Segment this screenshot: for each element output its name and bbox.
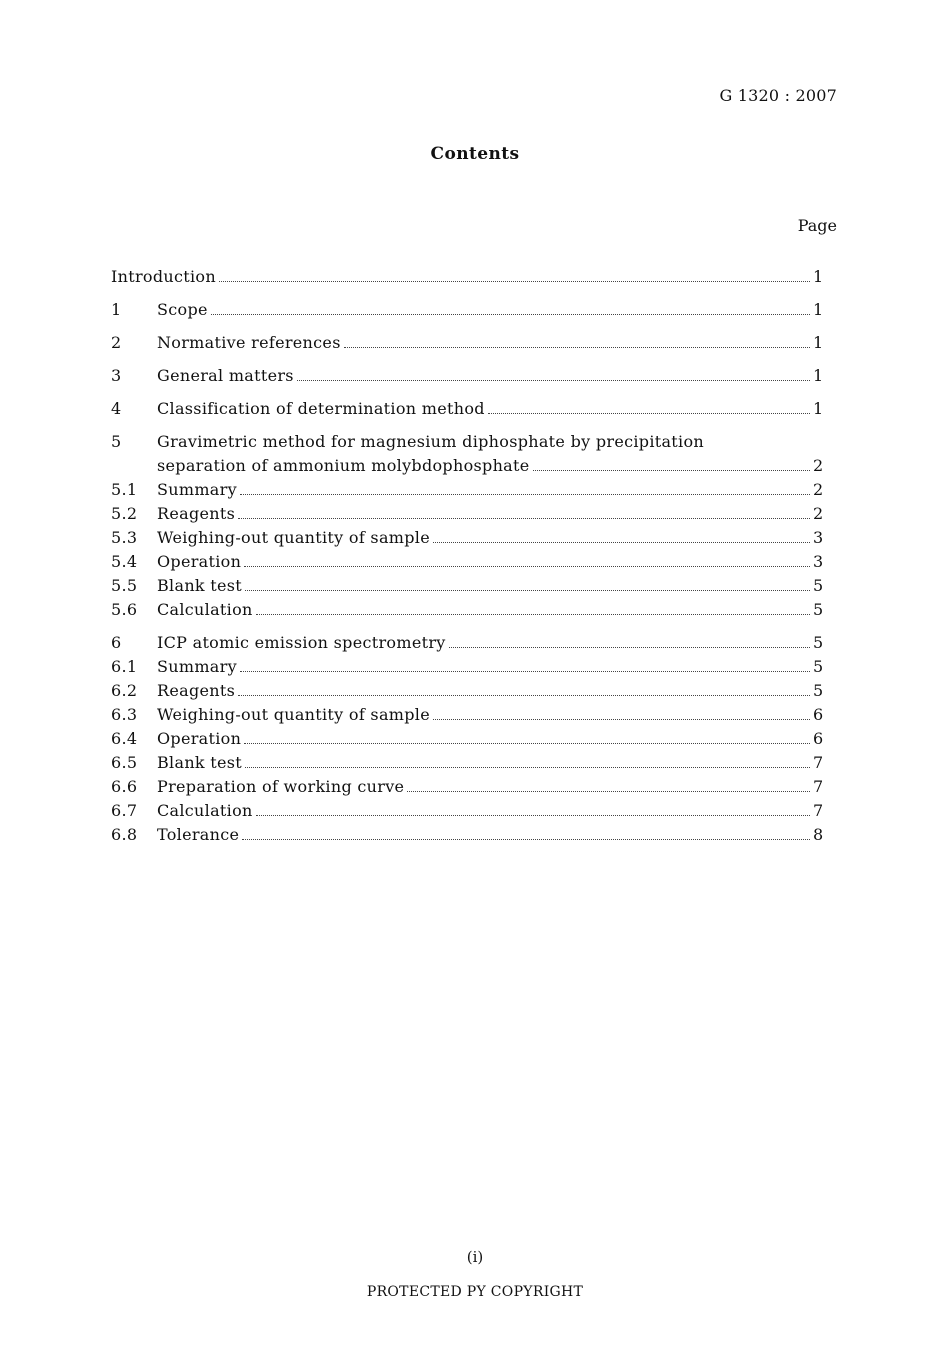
toc-entry-6-7[interactable]	[111, 799, 823, 823]
dot-leader	[533, 470, 810, 471]
toc-entry-2[interactable]	[111, 331, 823, 355]
toc-entry-page: 2	[813, 504, 824, 523]
toc-entry-number: 5.2	[111, 504, 138, 523]
dot-leader	[245, 767, 810, 768]
toc-entry-introduction[interactable]	[111, 265, 823, 289]
toc-entry-page: 2	[813, 480, 824, 499]
toc-entry-page: 1	[813, 333, 824, 352]
toc-entry-label: Classification of determination method	[157, 399, 485, 418]
toc-entry-6-1[interactable]	[111, 655, 823, 679]
dot-leader	[256, 815, 810, 816]
toc-entry-label: Blank test	[157, 753, 243, 772]
toc-entry-page: 7	[813, 777, 824, 796]
toc-entry-6-3[interactable]	[111, 703, 823, 727]
toc-entry-5-4[interactable]	[111, 550, 823, 574]
toc-entry-5-5[interactable]	[111, 574, 823, 598]
toc-entry-number: 6	[111, 633, 122, 652]
dot-leader	[211, 314, 810, 315]
toc-entry-6-8[interactable]	[111, 823, 823, 847]
copyright-notice: PROTECTED PY COPYRIGHT	[366, 1284, 584, 1300]
dot-leader	[433, 719, 810, 720]
toc-entry-label: Calculation	[157, 600, 253, 619]
toc-entry-1[interactable]	[111, 298, 823, 322]
toc-entry-label: Weighing-out quantity of sample	[157, 528, 430, 547]
dot-leader	[244, 566, 810, 567]
toc-entry-label: Operation	[157, 552, 242, 571]
toc-entry-label: Tolerance	[157, 825, 240, 844]
toc-entry-4[interactable]	[111, 397, 823, 421]
toc-entry-page: 5	[813, 576, 824, 595]
toc-entry-page: 5	[813, 633, 824, 652]
toc-entry-number: 3	[111, 366, 122, 385]
toc-entry-page: 3	[813, 552, 824, 571]
toc-entry-number: 5.1	[111, 480, 138, 499]
toc-entry-label: Blank test	[157, 576, 243, 595]
dot-leader	[245, 590, 810, 591]
toc-entry-label: Scope	[157, 300, 208, 319]
toc-entry-number: 5.6	[111, 600, 138, 619]
toc-entry-page: 3	[813, 528, 824, 547]
toc-entry-5-2[interactable]	[111, 502, 823, 526]
toc-entry-page: 7	[813, 801, 824, 820]
toc-entry-label: Reagents	[157, 504, 236, 523]
toc-entry-label: Preparation of working curve	[157, 777, 405, 796]
toc-entry-label: Calculation	[157, 801, 253, 820]
toc-entry-label: Introduction	[111, 267, 216, 286]
toc-entry-6-5[interactable]	[111, 751, 823, 775]
toc-entry-label-line2: separation of ammonium molybdophosphate	[157, 456, 530, 475]
toc-entry-page: 1	[813, 399, 824, 418]
page-title: Contents	[430, 144, 520, 164]
toc-entry-6-4[interactable]	[111, 727, 823, 751]
dot-leader	[219, 281, 810, 282]
toc-entry-number: 6.2	[111, 681, 138, 700]
toc-entry-page: 5	[813, 681, 824, 700]
document-id: G 1320 : 2007	[719, 86, 837, 105]
toc-entry-page: 1	[813, 267, 824, 286]
toc-entry-5[interactable]	[111, 430, 823, 478]
toc-entry-page: 1	[813, 366, 824, 385]
dot-leader	[240, 494, 810, 495]
toc-entry-page: 1	[813, 300, 824, 319]
toc-entry-label: Normative references	[157, 333, 341, 352]
toc-entry-3[interactable]	[111, 364, 823, 388]
dot-leader	[433, 542, 810, 543]
toc-entry-number: 1	[111, 300, 122, 319]
toc-entry-label-line1: Gravimetric method for magnesium diphosphate by precipitation	[157, 432, 704, 451]
toc-entry-6[interactable]	[111, 631, 823, 655]
toc-entry-6-6[interactable]	[111, 775, 823, 799]
toc-entry-label: Reagents	[157, 681, 236, 700]
toc-entry-page: 8	[813, 825, 824, 844]
dot-leader	[344, 347, 810, 348]
toc-entry-label: Weighing-out quantity of sample	[157, 705, 430, 724]
toc-entry-number: 2	[111, 333, 122, 352]
toc-entry-number: 5.4	[111, 552, 138, 571]
toc-entry-6-2[interactable]	[111, 679, 823, 703]
toc-entry-number: 5.5	[111, 576, 138, 595]
dot-leader	[240, 671, 810, 672]
toc-entry-number: 6.6	[111, 777, 138, 796]
dot-leader	[242, 839, 810, 840]
dot-leader	[297, 380, 810, 381]
toc-entry-page: 5	[813, 600, 824, 619]
toc-entry-number: 6.7	[111, 801, 138, 820]
dot-leader	[256, 614, 810, 615]
toc-entry-number: 5.3	[111, 528, 138, 547]
toc-entry-page: 2	[813, 456, 824, 475]
dot-leader	[407, 791, 810, 792]
toc-entry-label: Operation	[157, 729, 242, 748]
dot-leader	[488, 413, 810, 414]
table-of-contents	[111, 265, 823, 847]
toc-entry-page: 7	[813, 753, 824, 772]
toc-entry-number: 5	[111, 432, 122, 451]
toc-entry-number: 6.8	[111, 825, 138, 844]
page-number: (i)	[466, 1248, 484, 1266]
toc-entry-label: Summary	[157, 657, 237, 676]
toc-entry-5-6[interactable]	[111, 598, 823, 622]
toc-entry-5-1[interactable]	[111, 478, 823, 502]
dot-leader	[238, 518, 810, 519]
dot-leader	[449, 647, 810, 648]
toc-entry-number: 6.4	[111, 729, 138, 748]
toc-entry-5-3[interactable]	[111, 526, 823, 550]
page-column-heading: Page	[797, 216, 837, 235]
toc-entry-number: 6.1	[111, 657, 138, 676]
toc-entry-label: ICP atomic emission spectrometry	[157, 633, 446, 652]
toc-entry-label: Summary	[157, 480, 237, 499]
dot-leader	[244, 743, 810, 744]
toc-entry-label: General matters	[157, 366, 294, 385]
toc-entry-number: 4	[111, 399, 122, 418]
toc-entry-page: 6	[813, 729, 824, 748]
dot-leader	[238, 695, 810, 696]
toc-entry-page: 6	[813, 705, 824, 724]
toc-entry-page: 5	[813, 657, 824, 676]
toc-entry-number: 6.3	[111, 705, 138, 724]
toc-entry-number: 6.5	[111, 753, 138, 772]
